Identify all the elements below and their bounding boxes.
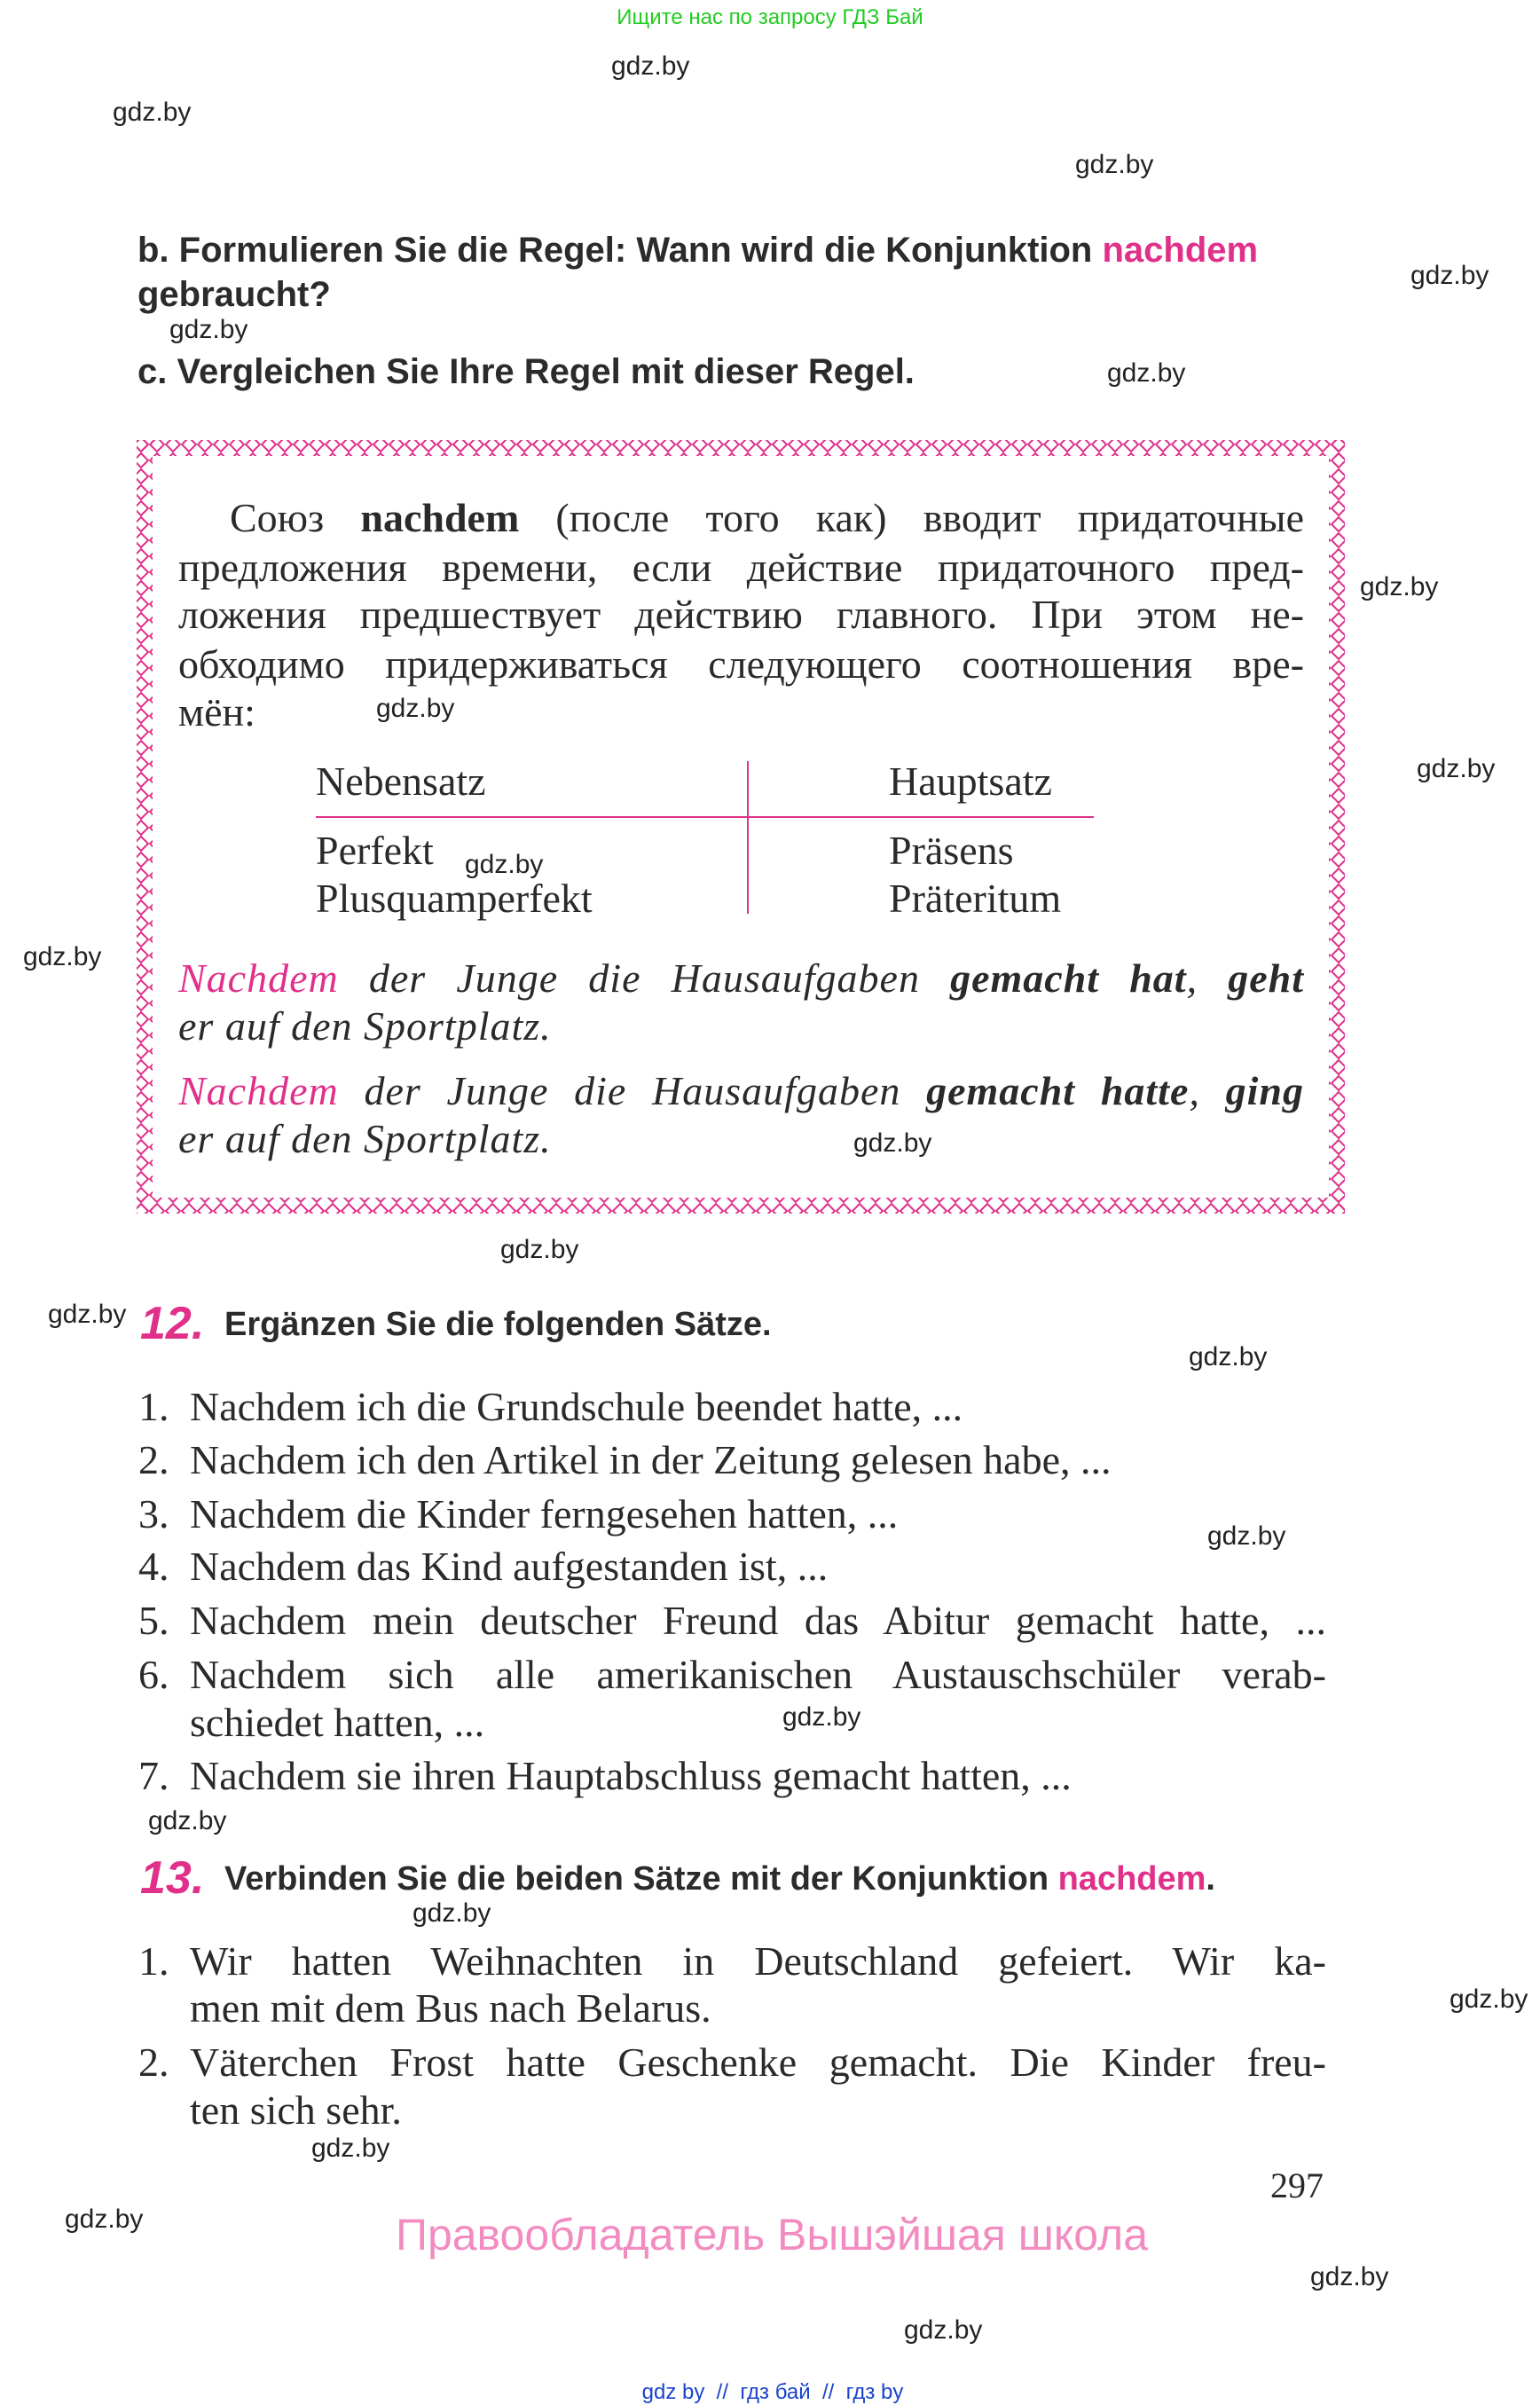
list-item: Väterchen Frost hatte Geschenke gemacht. Die Kinder freu- xyxy=(190,2040,1326,2085)
exercise-13-number: 13. xyxy=(140,1852,205,1904)
task-c: c. Vergleichen Sie Ihre Regel mit dieser Regel. xyxy=(138,352,915,391)
watermark: gdz.by xyxy=(376,694,455,723)
list-item: Nachdem mein deutscher Freund das Abitur gemacht hatte, ... xyxy=(190,1598,1326,1643)
rule-line: предложения времени, если действие придаточного пред- xyxy=(178,545,1304,590)
task-b-cont: gebraucht? xyxy=(138,275,331,314)
exercise-12-number: 12. xyxy=(140,1298,205,1349)
rule-line xyxy=(178,494,1304,541)
example-keyword: Nachdem xyxy=(178,1068,339,1113)
list-number: 7. xyxy=(138,1753,169,1798)
rule-line: ложения предшествует действию главного. При этом не- xyxy=(178,592,1304,637)
watermark: gdz.by xyxy=(1310,2262,1389,2291)
list-number: 6. xyxy=(138,1652,169,1697)
table-cell: Präteritum xyxy=(889,876,1062,921)
list-number: 1. xyxy=(138,1384,169,1429)
table-divider-vertical xyxy=(747,761,749,914)
watermark: gdz.by xyxy=(500,1235,579,1264)
list-item-cont: ten sich sehr. xyxy=(190,2087,402,2133)
example-keyword: Nachdem xyxy=(178,955,339,1001)
example-verb: gemacht hatte xyxy=(926,1068,1190,1113)
task-b-text: b. Formulieren Sie die Regel: Wann wird die Konjunktion xyxy=(138,231,1103,270)
list-item: Wir hatten Weihnachten in Deutschland gefeiert. Wir ka- xyxy=(190,1938,1326,1984)
watermark: gdz.by xyxy=(1410,261,1489,290)
example-verb: ging xyxy=(1225,1068,1305,1113)
list-item-cont: schiedet hatten, ... xyxy=(190,1700,485,1745)
list-item: Nachdem sie ihren Hauptabschluss gemacht hatten, ... xyxy=(190,1753,1072,1798)
rule-line: обходимо придерживаться следующего соотношения вре- xyxy=(178,641,1304,687)
example-verb: gemacht hat xyxy=(950,955,1187,1001)
table-cell: Perfekt xyxy=(316,828,434,873)
watermark: gdz.by xyxy=(65,2205,144,2234)
watermark: gdz.by xyxy=(311,2134,390,2163)
watermark: gdz.by xyxy=(1360,572,1439,601)
list-item-cont: men mit dem Bus nach Belarus. xyxy=(190,1985,711,2031)
page-number: 297 xyxy=(1270,2165,1324,2205)
watermark: gdz.by xyxy=(1075,150,1154,179)
highlight-nachdem: nachdem xyxy=(1057,1860,1206,1898)
list-number: 5. xyxy=(138,1598,169,1643)
example-text: , xyxy=(1189,1068,1226,1113)
watermark: gdz.by xyxy=(1189,1342,1268,1371)
list-number: 2. xyxy=(138,1437,169,1482)
watermark: gdz.by xyxy=(113,98,192,127)
watermark: gdz.by xyxy=(611,51,690,81)
top-banner[interactable]: Ищите нас по запросу ГДЗ Бай xyxy=(617,5,923,29)
example-2 xyxy=(178,1067,1304,1114)
example-verb: geht xyxy=(1228,955,1305,1001)
example-2-cont: er auf den Sportplatz. xyxy=(178,1116,552,1161)
watermark: gdz.by xyxy=(853,1128,932,1158)
highlight-nachdem: nachdem xyxy=(1102,231,1259,270)
watermark: gdz.by xyxy=(1417,754,1496,783)
example-text: der Junge die Hausaufgaben xyxy=(338,1068,927,1113)
list-item: Nachdem die Kinder ferngesehen hatten, ... xyxy=(190,1491,899,1537)
example-1 xyxy=(178,955,1304,1002)
list-number: 3. xyxy=(138,1491,169,1537)
list-item: Nachdem ich die Grundschule beendet hatte, ... xyxy=(190,1384,963,1429)
table-header-hauptsatz: Hauptsatz xyxy=(889,758,1052,804)
watermark: gdz.by xyxy=(782,1702,861,1732)
exercise-13-title xyxy=(224,1860,1215,1898)
rule-keyword: nachdem xyxy=(360,495,520,540)
watermark: gdz.by xyxy=(169,315,248,344)
list-item: Nachdem das Kind aufgestanden ist, ... xyxy=(190,1544,829,1589)
footer-links[interactable]: gdz by // гдз бай // гдз by xyxy=(641,2380,904,2404)
exercise-12-title: Ergänzen Sie die folgenden Sätze. xyxy=(224,1306,772,1343)
watermark: gdz.by xyxy=(465,850,544,879)
title-dot: . xyxy=(1206,1860,1215,1898)
watermark: gdz.by xyxy=(904,2315,983,2345)
watermark: gdz.by xyxy=(23,942,102,971)
rule-text: Союз xyxy=(230,495,361,540)
watermark: gdz.by xyxy=(1107,358,1186,388)
rule-line: мён: xyxy=(178,689,255,735)
table-cell: Plusquamperfekt xyxy=(316,876,593,921)
table-cell: Präsens xyxy=(889,828,1014,873)
watermark: gdz.by xyxy=(1207,1521,1286,1551)
list-number: 4. xyxy=(138,1544,169,1589)
list-number: 1. xyxy=(138,1938,169,1984)
copyright: Правообладатель Вышэйшая школа xyxy=(396,2210,1148,2260)
list-item: Nachdem sich alle amerikanischen Austauschschüler verab- xyxy=(190,1652,1326,1697)
watermark: gdz.by xyxy=(148,1806,227,1835)
table-divider-horizontal xyxy=(316,816,1094,818)
table-header-nebensatz: Nebensatz xyxy=(316,758,486,804)
exercise-13-title-text: Verbinden Sie die beiden Sätze mit der Konjunktion xyxy=(224,1860,1058,1898)
example-text: , xyxy=(1186,955,1229,1001)
example-text: der Junge die Hausaufgaben xyxy=(338,955,951,1001)
rule-text: (после того как) вводит придаточные xyxy=(519,495,1305,540)
watermark: gdz.by xyxy=(1450,1985,1528,2014)
watermark: gdz.by xyxy=(412,1898,491,1928)
task-b xyxy=(138,231,1258,271)
example-1-cont: er auf den Sportplatz. xyxy=(178,1003,552,1049)
list-number: 2. xyxy=(138,2040,169,2085)
watermark: gdz.by xyxy=(48,1300,127,1329)
list-item: Nachdem ich den Artikel in der Zeitung gelesen habe, ... xyxy=(190,1437,1112,1482)
